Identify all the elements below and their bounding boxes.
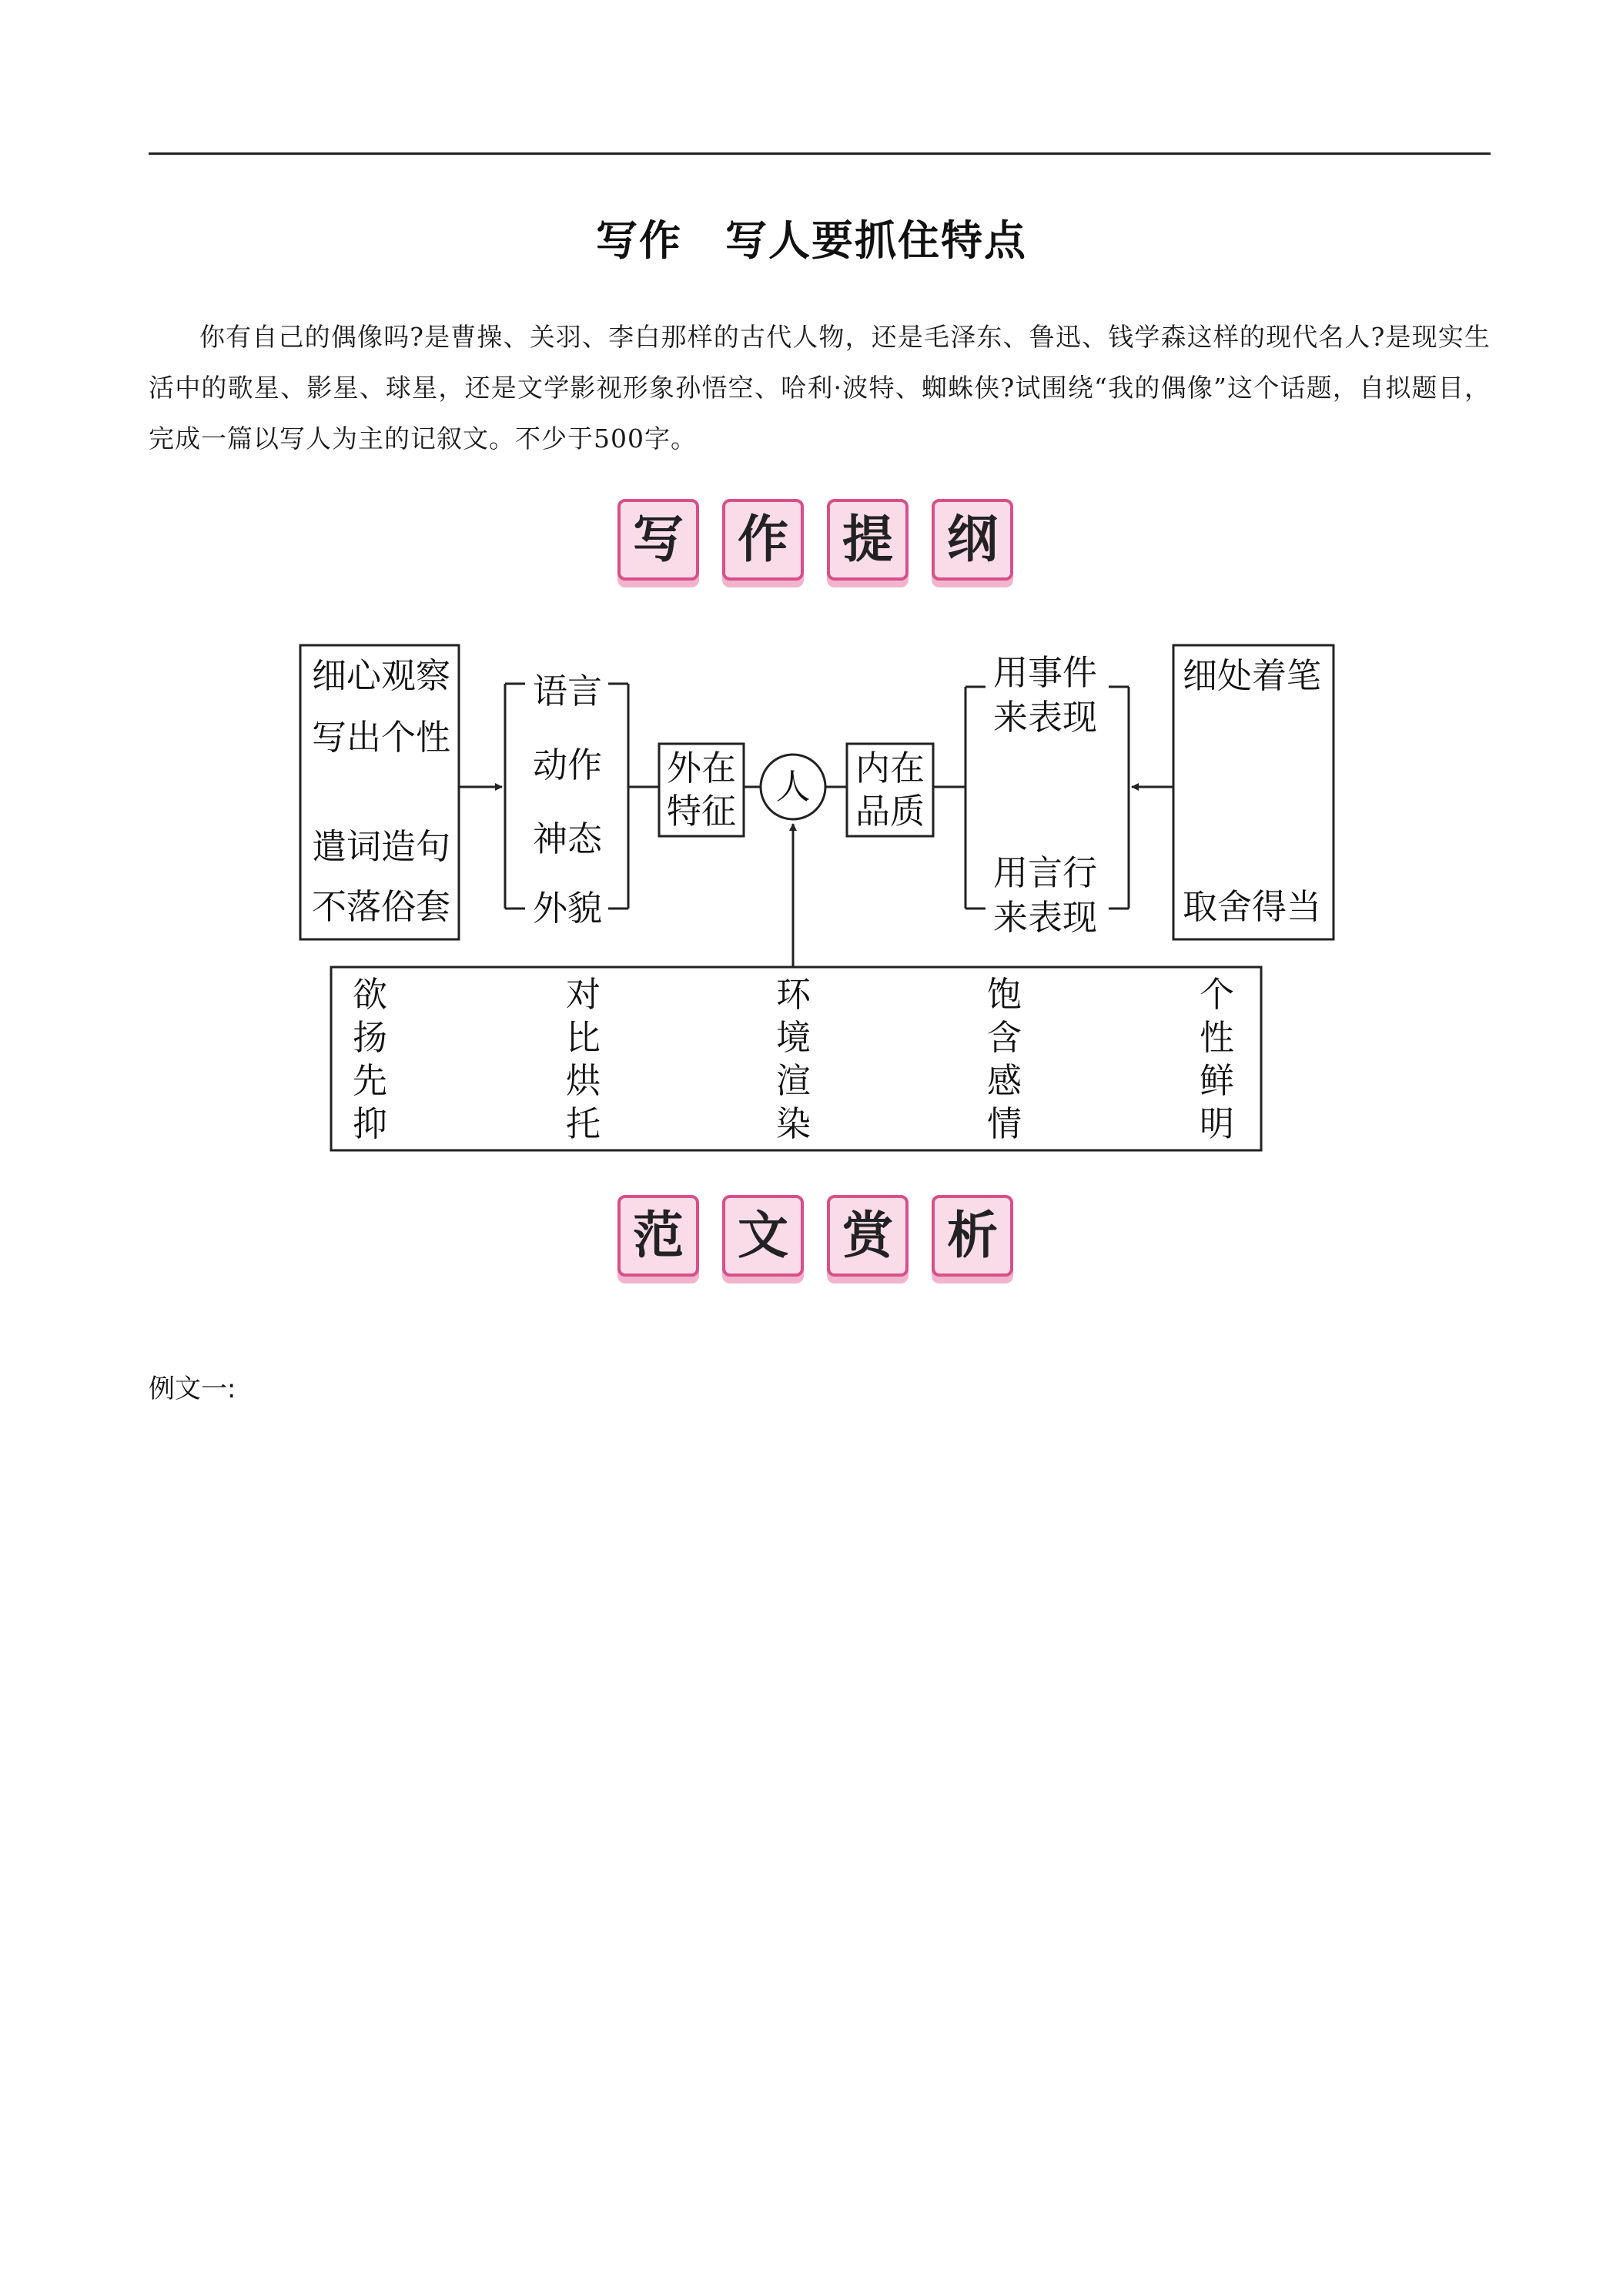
inner-quality-line: 内在 (855, 748, 925, 788)
left-box-line: 写出个性 (312, 717, 451, 758)
technique-char: 性 (1200, 1017, 1235, 1058)
technique-char: 烘 (566, 1060, 601, 1101)
trait-label: 语言 (533, 671, 603, 711)
technique-char: 渲 (776, 1060, 812, 1101)
review-heading-tile: 赏 (827, 1195, 909, 1277)
technique-char: 先 (353, 1060, 388, 1101)
technique-char: 托 (566, 1103, 601, 1144)
inner-quality-line: 品质 (855, 791, 925, 832)
technique-char: 环 (776, 974, 812, 1015)
outline-heading-tile: 写 (617, 499, 699, 581)
method-line: 来表现 (993, 697, 1098, 738)
technique-char: 染 (776, 1103, 812, 1144)
technique-char: 鲜 (1200, 1060, 1235, 1101)
technique-char: 饱 (987, 974, 1022, 1015)
trait-label: 神态 (533, 818, 603, 859)
method-line: 用言行 (993, 852, 1098, 893)
left-box-line: 遣词造句 (312, 826, 451, 867)
review-heading-tile: 析 (932, 1195, 1013, 1277)
technique-char: 抑 (353, 1103, 388, 1144)
method-line: 用事件 (993, 652, 1098, 693)
outer-feature-line: 特征 (666, 791, 736, 832)
technique-char: 明 (1200, 1103, 1235, 1144)
left-box-line: 细心观察 (312, 655, 451, 696)
technique-char: 欲 (353, 974, 388, 1015)
technique-char: 感 (987, 1060, 1022, 1101)
left-box-line: 不落俗套 (312, 886, 451, 927)
trait-label: 动作 (533, 745, 603, 785)
outer-feature-line: 外在 (666, 748, 736, 788)
technique-char: 扬 (353, 1017, 388, 1058)
trait-label: 外貌 (533, 888, 603, 929)
technique-char: 含 (987, 1017, 1022, 1058)
title-left: 写作 (596, 216, 682, 265)
prompt-paragraph: 你有自己的偶像吗?是曹操、关羽、李白那样的古代人物，还是毛泽东、鲁迅、钱学森这样的现代名人?是现实生活中的歌星、影星、球星，还是文学影视形象孙悟空、哈利·波特、蜘蛛侠?试围绕“我的偶像”这个话题，自拟题目，完成一篇以写人为主的记叙文。不少于500字。 (149, 322, 1491, 454)
outline-heading-tile: 作 (722, 499, 804, 581)
review-heading (0, 1195, 1623, 1295)
outline-heading-tile: 纲 (932, 499, 1013, 581)
example-label: 例文一: (149, 1374, 236, 1404)
outline-heading-tile: 提 (827, 499, 909, 581)
method-line: 来表现 (993, 897, 1098, 938)
center-person: 人 (775, 766, 811, 807)
review-heading-tile: 文 (722, 1195, 804, 1277)
technique-char: 比 (566, 1017, 601, 1058)
review-heading-tile: 范 (617, 1195, 699, 1277)
technique-char: 情 (987, 1103, 1022, 1144)
technique-char: 对 (566, 974, 601, 1015)
technique-char: 个 (1200, 974, 1235, 1015)
right-box-line: 取舍得当 (1183, 886, 1322, 927)
right-box-line: 细处着笔 (1183, 655, 1322, 696)
title-right: 写人要抓住特点 (725, 216, 1027, 265)
technique-char: 境 (776, 1017, 812, 1058)
